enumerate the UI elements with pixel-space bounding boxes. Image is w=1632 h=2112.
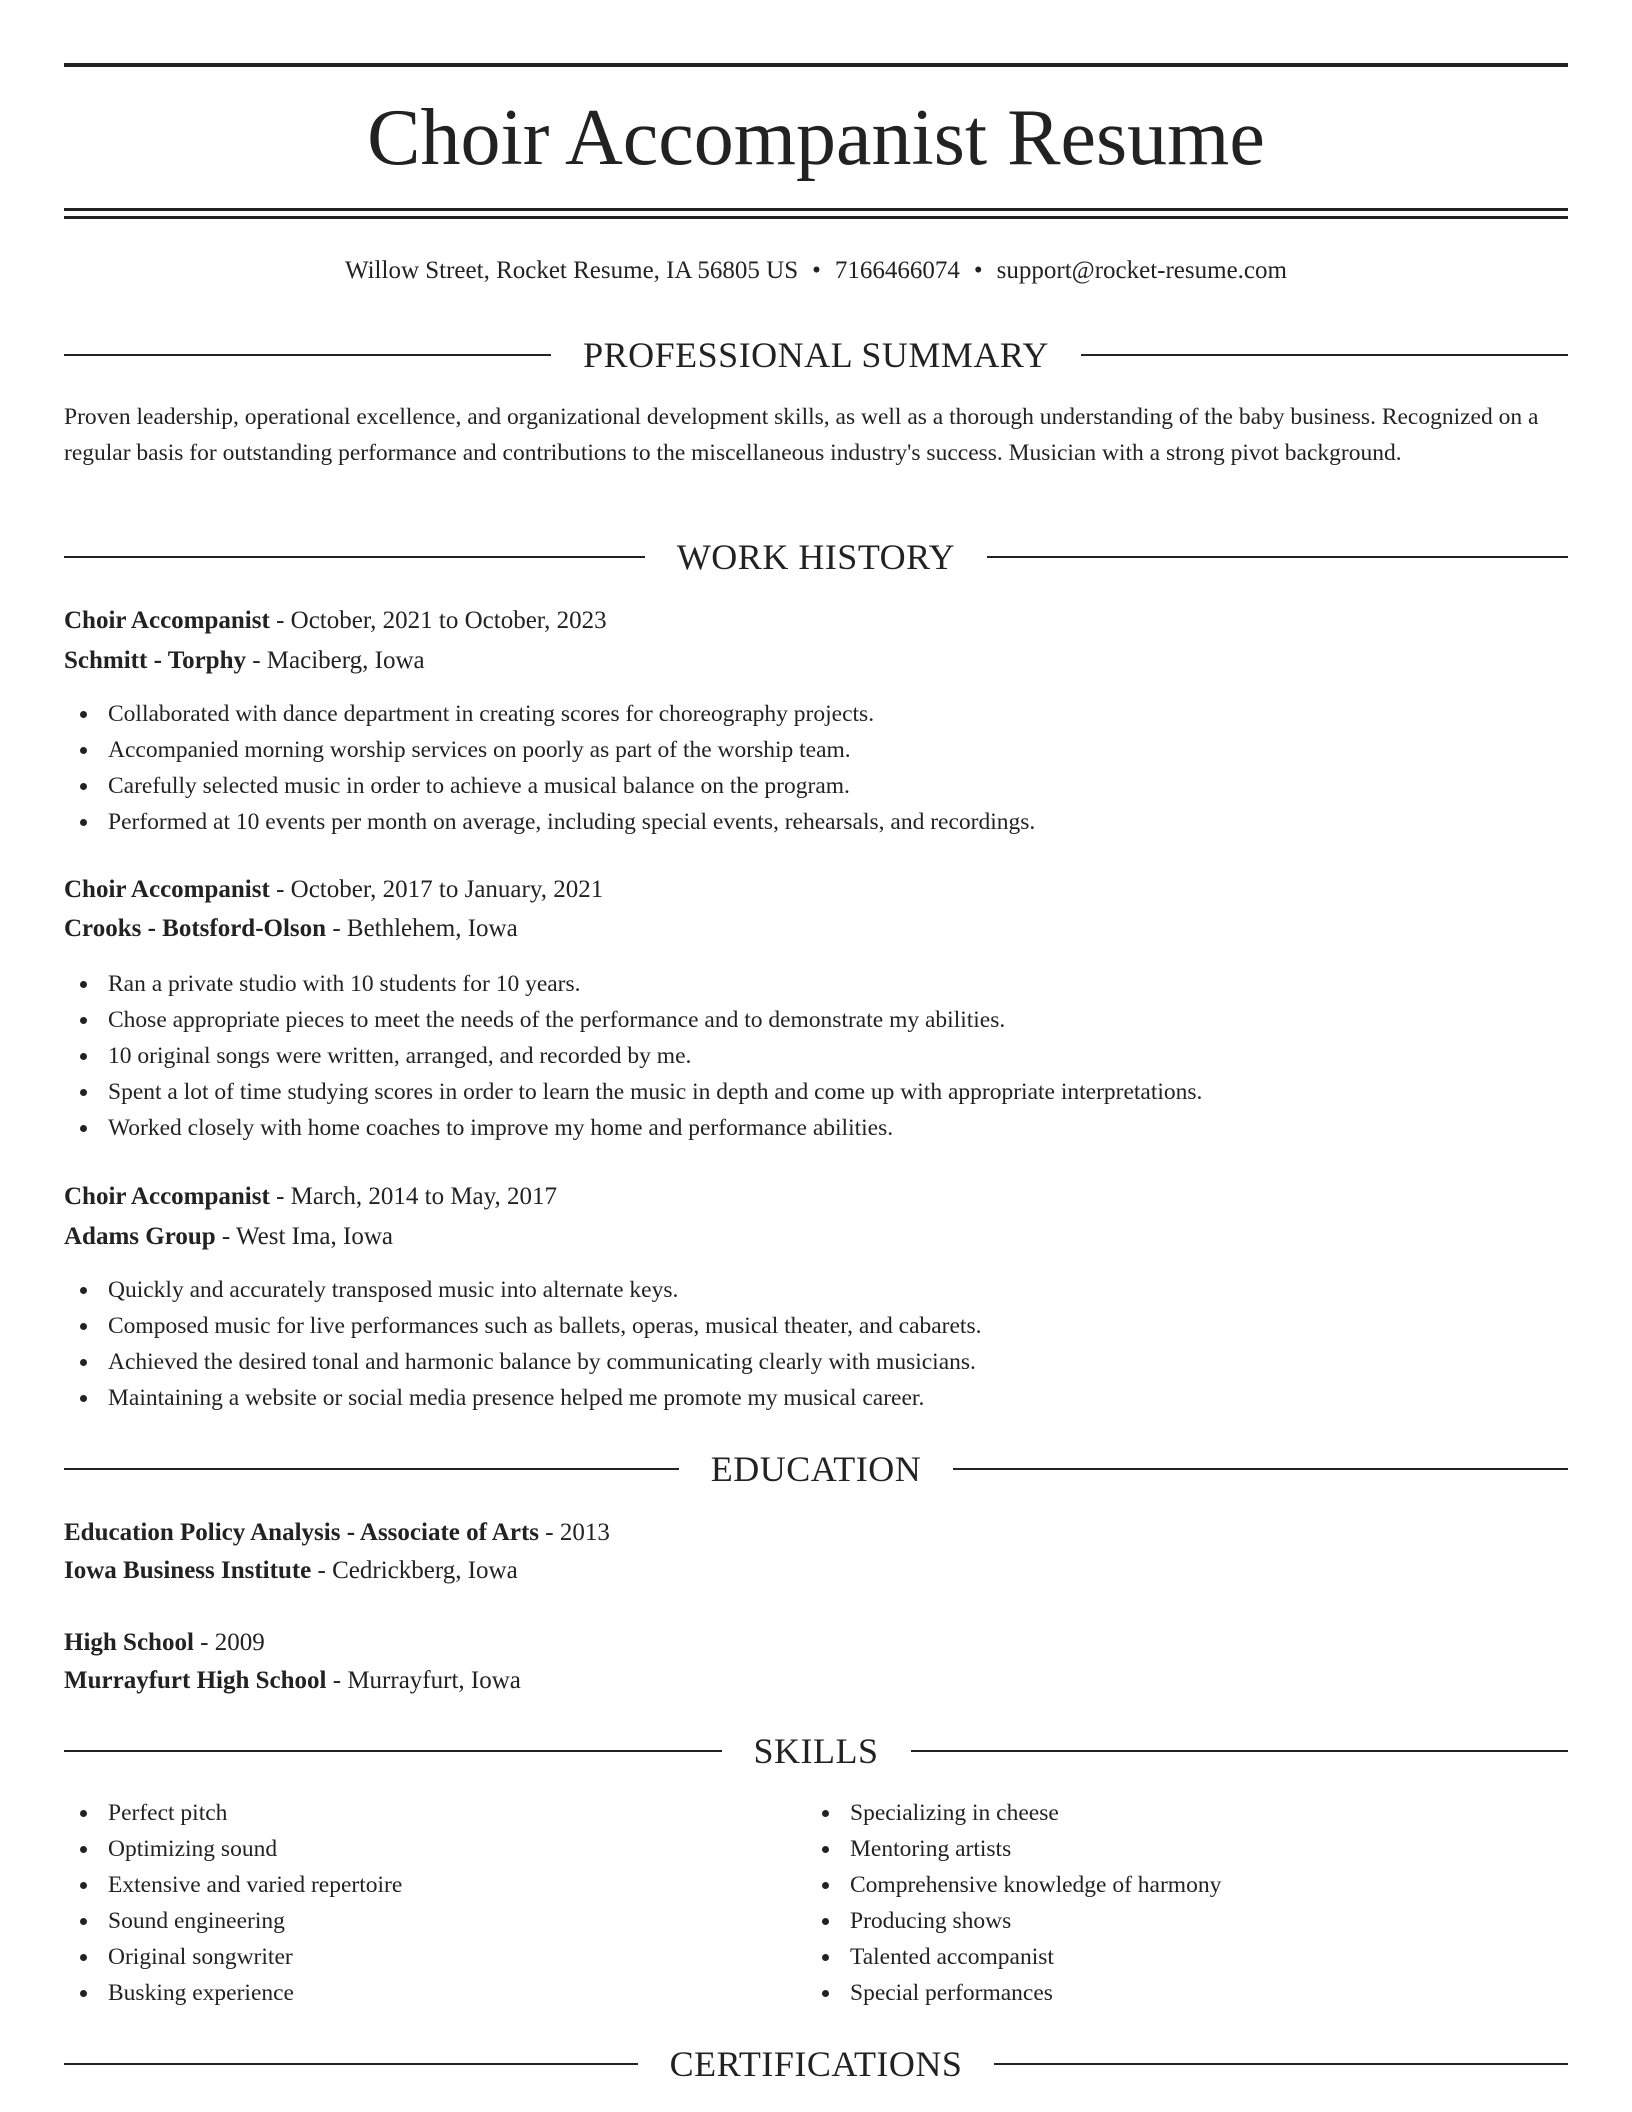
skill-text: Comprehensive knowledge of harmony (850, 1872, 1222, 1898)
education-location: - Cedrickberg, Iowa (311, 1557, 518, 1584)
bullet-text: Ran a private studio with 10 students for 10 years. (108, 971, 581, 997)
list-item (64, 1903, 402, 1939)
bullet-text: Spent a lot of time studying scores in order to learn the music in depth and come up with appropriate interpretations. (108, 1079, 1203, 1105)
contact-phone: 7166466074 (834, 257, 960, 284)
bullet-icon (822, 1882, 829, 1889)
bullet-text: Achieved the desired tonal and harmonic balance by communicating clearly with musicians. (108, 1349, 976, 1375)
bullet-icon (822, 1810, 829, 1817)
list-item (64, 1831, 402, 1867)
job-location: - West Ima, Iowa (215, 1223, 394, 1250)
skill-text: Busking experience (108, 1980, 294, 2006)
divider-line (911, 1750, 1569, 1752)
list-item (806, 1831, 1221, 1867)
list-item (64, 1038, 1202, 1074)
bullet-icon (80, 1287, 87, 1294)
list-item (64, 1110, 1202, 1146)
skill-text: Optimizing sound (108, 1836, 278, 1862)
list-item (806, 1867, 1221, 1903)
list-item (806, 1939, 1221, 1975)
job-location: - Maciberg, Iowa (245, 647, 425, 674)
job-heading (64, 1180, 557, 1214)
bullet-text: Maintaining a website or social media presence helped me promote my musical career. (108, 1385, 925, 1411)
bullet-icon (80, 1125, 87, 1132)
bullet-text: Chose appropriate pieces to meet the needs of the performance and to demonstrate my abilities. (108, 1007, 1006, 1033)
job-heading (64, 873, 603, 907)
bullet-icon (80, 1990, 87, 1997)
bullet-icon (80, 1882, 87, 1889)
bullet-icon (822, 1846, 829, 1853)
list-item (64, 1380, 981, 1416)
education-heading (64, 1516, 610, 1550)
bullet-icon (80, 1053, 87, 1060)
bullet-text: Carefully selected music in order to achieve a musical balance on the program. (108, 773, 850, 799)
job-dates: - March, 2014 to May, 2017 (269, 1183, 558, 1210)
contact-email: support@rocket-resume.com (996, 257, 1287, 284)
title-rule-upper (64, 208, 1568, 211)
section-title-certifications: CERTIFICATIONS (669, 2044, 963, 2084)
job-employer (64, 912, 518, 946)
resume-title: Choir Accompanist Resume (367, 94, 1265, 182)
bullet-icon (80, 819, 87, 826)
contact-separator: • (973, 257, 983, 284)
skill-text: Extensive and varied repertoire (108, 1872, 403, 1898)
bullet-icon (822, 1918, 829, 1925)
bullet-icon (80, 1017, 87, 1024)
job-bullets (64, 1272, 981, 1416)
skill-text: Mentoring artists (850, 1836, 1012, 1862)
skill-text: Sound engineering (108, 1908, 285, 1934)
education-school: Murrayfurt High School (64, 1667, 327, 1694)
bullet-icon (80, 783, 87, 790)
bullet-icon (80, 1954, 87, 1961)
skill-text: Specializing in cheese (850, 1800, 1059, 1826)
list-item (806, 1795, 1221, 1831)
job-company: Adams Group (64, 1223, 216, 1250)
section-header-work (64, 535, 1568, 579)
bullet-icon (80, 1810, 87, 1817)
education-school: Iowa Business Institute (64, 1557, 312, 1584)
bullet-text: Quickly and accurately transposed music into alternate keys. (108, 1277, 679, 1303)
bullet-icon (822, 1990, 829, 1997)
summary-text: Proven leadership, operational excellence, and organizational development skills, as well as a thorough understanding of the baby business. Recognized on a regular basis for outstanding performance and contributions to the miscellaneous industry's success. Musician with a strong pivot background. (64, 404, 1539, 466)
education-heading (64, 1626, 265, 1660)
section-header-summary (64, 333, 1568, 377)
job-dates: - October, 2017 to January, 2021 (269, 876, 604, 903)
list-item (64, 1002, 1202, 1038)
list-item (64, 1074, 1202, 1110)
contact-separator: • (812, 257, 821, 284)
list-item (806, 1903, 1221, 1939)
job-title: Choir Accompanist (64, 876, 270, 903)
skills-list-left (64, 1795, 402, 2011)
list-item (64, 804, 1035, 840)
section-title-education: EDUCATION (710, 1449, 922, 1489)
job-heading (64, 604, 607, 638)
skill-text: Talented accompanist (850, 1944, 1054, 1970)
divider-line (64, 556, 645, 558)
education-degree: High School (64, 1629, 194, 1656)
divider-line (64, 1750, 722, 1752)
contact-address: Willow Street, Rocket Resume, IA 56805 US (345, 257, 799, 284)
list-item (64, 768, 1035, 804)
divider-line (64, 1468, 679, 1470)
job-title: Choir Accompanist (64, 607, 270, 634)
education-school-line (64, 1664, 521, 1698)
education-location: - Murrayfurt, Iowa (326, 1667, 521, 1694)
bullet-text: Composed music for live performances such as ballets, operas, musical theater, and cabarets. (108, 1313, 982, 1339)
list-item (64, 1939, 402, 1975)
bullet-icon (80, 1846, 87, 1853)
education-year: - 2013 (539, 1519, 610, 1546)
job-bullets (64, 696, 1035, 840)
top-rule (64, 63, 1568, 67)
job-employer (64, 644, 425, 678)
bullet-icon (822, 1954, 829, 1961)
bullet-icon (80, 1359, 87, 1366)
job-company: Schmitt - Torphy (64, 647, 246, 674)
skill-text: Special performances (850, 1980, 1053, 2006)
skill-text: Perfect pitch (108, 1800, 228, 1826)
job-company: Crooks - Botsford-Olson (64, 915, 327, 942)
bullet-icon (80, 1918, 87, 1925)
education-year: - 2009 (193, 1629, 265, 1656)
education-degree: Education Policy Analysis - Associate of Arts (64, 1519, 540, 1546)
section-title-skills: SKILLS (753, 1731, 879, 1771)
contact-line (64, 254, 1568, 288)
job-title: Choir Accompanist (64, 1183, 270, 1210)
section-header-certifications (64, 2042, 1568, 2086)
bullet-text: 10 original songs were written, arranged, and recorded by me. (108, 1043, 692, 1069)
bullet-icon (80, 1395, 87, 1402)
divider-line (64, 2063, 638, 2065)
list-item (64, 1867, 402, 1903)
divider-line (1081, 354, 1568, 356)
education-school-line (64, 1554, 518, 1588)
title-rule-lower (64, 216, 1568, 219)
job-employer (64, 1220, 393, 1254)
job-dates: - October, 2021 to October, 2023 (269, 607, 607, 634)
skills-list-right (806, 1795, 1221, 2011)
skill-text: Original songwriter (108, 1944, 293, 1970)
list-item (64, 1272, 981, 1308)
list-item (64, 1795, 402, 1831)
section-title-work: WORK HISTORY (676, 537, 956, 577)
bullet-icon (80, 1089, 87, 1096)
list-item (64, 1308, 981, 1344)
list-item (64, 732, 1035, 768)
divider-line (64, 354, 551, 356)
bullet-icon (80, 981, 87, 988)
bullet-text: Worked closely with home coaches to improve my home and performance abilities. (108, 1115, 894, 1141)
bullet-icon (80, 747, 87, 754)
job-location: - Bethlehem, Iowa (326, 915, 518, 942)
bullet-icon (80, 711, 87, 718)
list-item (64, 696, 1035, 732)
bullet-text: Accompanied morning worship services on poorly as part of the worship team. (108, 737, 851, 763)
list-item (64, 966, 1202, 1002)
divider-line (994, 2063, 1568, 2065)
section-title-summary: PROFESSIONAL SUMMARY (583, 335, 1049, 375)
list-item (64, 1975, 402, 2011)
bullet-icon (80, 1323, 87, 1330)
job-bullets (64, 966, 1202, 1146)
bullet-text: Collaborated with dance department in creating scores for choreography projects. (108, 701, 875, 727)
section-header-skills (64, 1729, 1568, 1773)
bullet-text: Performed at 10 events per month on average, including special events, rehearsals, and recordings. (108, 809, 1036, 835)
skill-text: Producing shows (850, 1908, 1012, 1934)
section-header-education (64, 1447, 1568, 1491)
divider-line (953, 1468, 1568, 1470)
list-item (806, 1975, 1221, 2011)
divider-line (987, 556, 1568, 558)
list-item (64, 1344, 981, 1380)
